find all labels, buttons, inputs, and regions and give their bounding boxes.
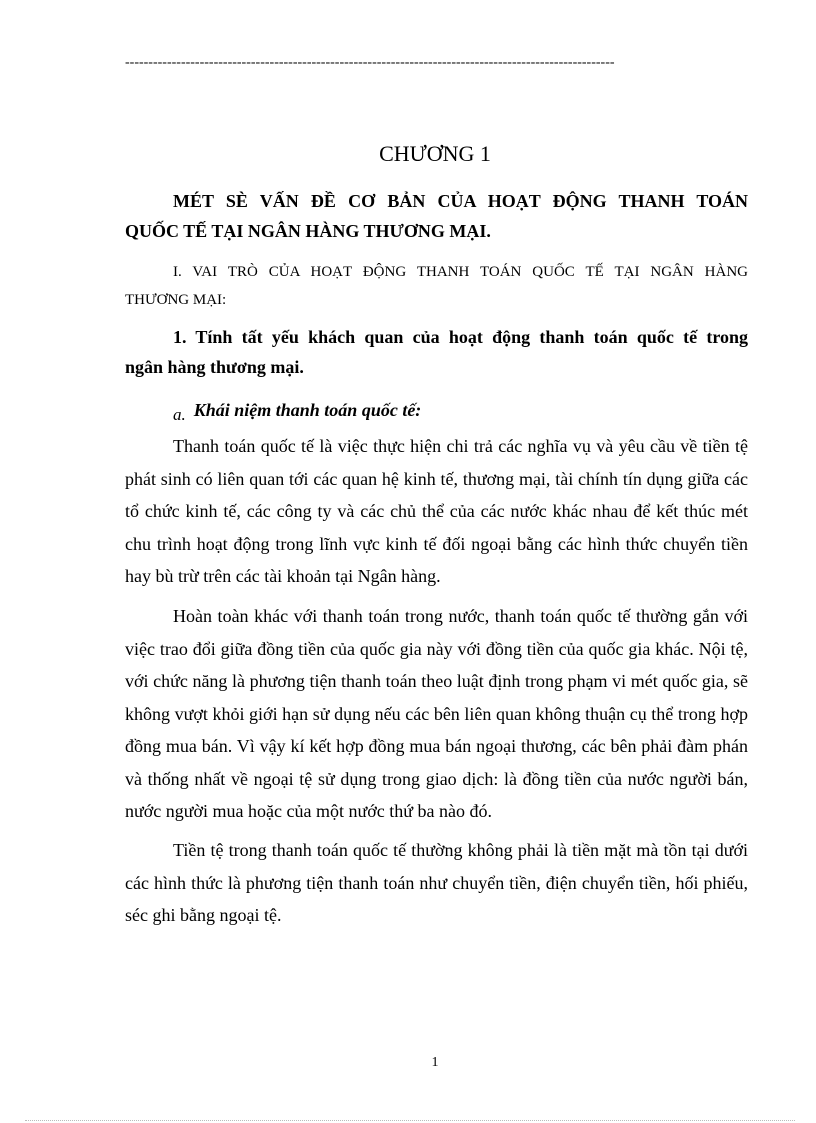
subsection-title: Khái niệm thanh toán quốc tế: bbox=[193, 400, 422, 420]
page-bottom-divider bbox=[25, 1120, 795, 1121]
part-heading bbox=[125, 258, 748, 314]
section-heading bbox=[125, 322, 748, 382]
chapter-title: CHƯƠNG 1 bbox=[379, 141, 491, 166]
subsection-heading bbox=[173, 396, 421, 425]
subsection-marker: a. bbox=[173, 405, 186, 424]
page-number: 1 bbox=[431, 1055, 439, 1070]
chapter-heading-line-2: QUỐC TẾ TẠI NGÂN HÀNG THƯƠNG MẠI. bbox=[125, 221, 491, 241]
part-heading-line-2: THƯƠNG MẠI: bbox=[125, 292, 227, 308]
part-heading-line-1: I. VAI TRÒ CỦA HOẠT ĐỘNG THANH TOÁN QUỐC TẾ TẠI NGÂN HÀNG bbox=[173, 264, 748, 280]
body-paragraph-1: Thanh toán quốc tế là việc thực hiện chi trả các nghĩa vụ và yêu cầu về tiền tệ phát sinh có liên quan tới các quan hệ kinh tế, thương mại, tài chính tín dụng giữa các tổ chức kinh tế, các công ty và các chủ thể của các nước khác nhau để kết thúc mét chu trình hoạt động trong lĩnh vực kinh tế đối ngoại bằng các hình thức chuyển tiền hay bù trừ trên các tài khoản tại Ngân hàng. bbox=[125, 436, 748, 586]
section-heading-line-1: 1. Tính tất yếu khách quan của hoạt động thanh toán quốc tế trong bbox=[173, 327, 748, 347]
chapter-heading-line-1: MÉT SÈ VẤN ĐỀ CƠ BẢN CỦA HOẠT ĐỘNG THANH TOÁN bbox=[173, 191, 748, 211]
body-paragraph-3: Tiền tệ trong thanh toán quốc tế thường không phải là tiền mặt mà tồn tại dưới các hình thức là phương tiện thanh toán như chuyển tiền, điện chuyển tiền, hối phiếu, séc ghi bằng ngoại tệ. bbox=[125, 840, 748, 925]
body-paragraph-2: Hoàn toàn khác với thanh toán trong nước, thanh toán quốc tế thường gắn với việc trao đổi giữa đồng tiền của quốc gia này với đồng tiền của quốc gia khác. Nội tệ, với chức năng là phương tiện thanh toán theo luật định trong phạm vi mét quốc gia, sẽ không vượt khỏi giới hạn sử dụng nếu các bên liên quan không thuận cụ thể trong hợp đồng mua bán. Vì vậy kí kết hợp đồng mua bán ngoại thương, các bên phải đàm phán và thống nhất về ngoại tệ sử dụng trong giao dịch: là đồng tiền của nước người bán, nước người mua hoặc của một nước thứ ba nào đó. bbox=[125, 606, 748, 821]
section-heading-line-2: ngân hàng thương mại. bbox=[125, 357, 304, 377]
chapter-heading bbox=[125, 186, 748, 246]
header-dashed-rule: --------------------------------------------------------------------------------------------------------- bbox=[125, 55, 615, 70]
